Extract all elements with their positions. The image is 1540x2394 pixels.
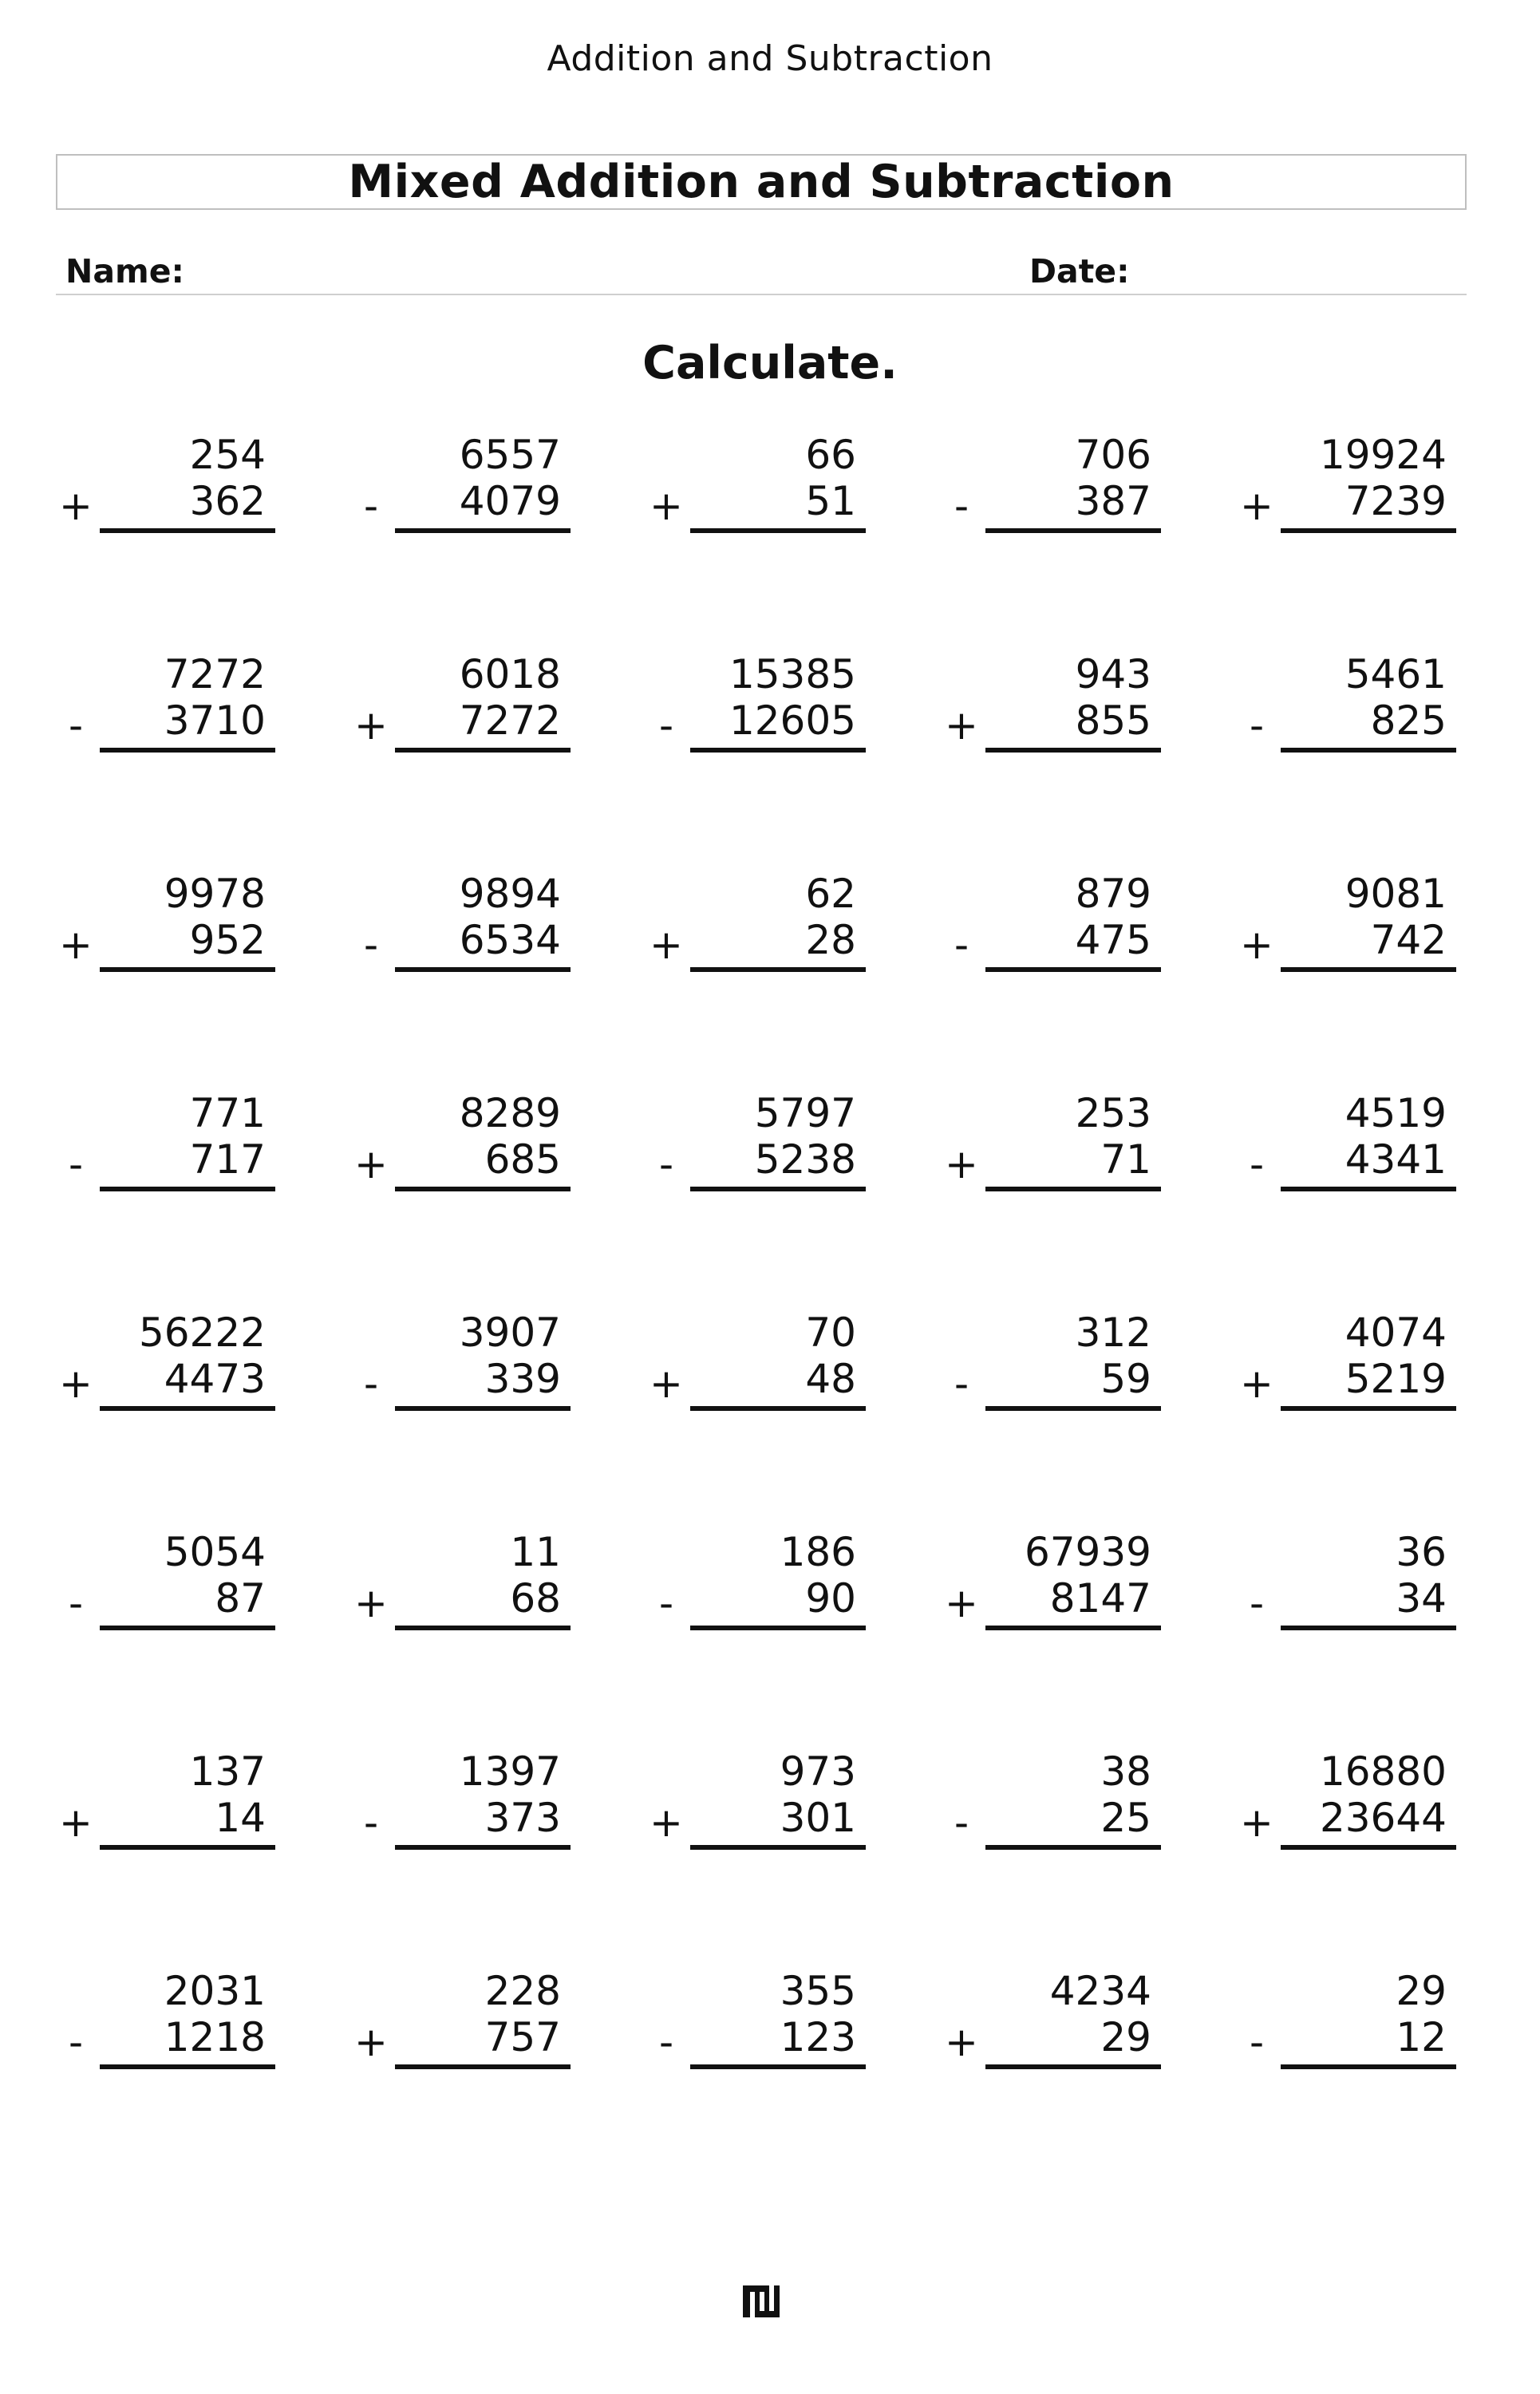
- problem-item: [646, 431, 910, 551]
- problem-top-number: 36: [1396, 1529, 1447, 1575]
- problem-operator: -: [1249, 702, 1265, 749]
- problem-operator: +: [1240, 1799, 1273, 1846]
- problem-bottom-number: 855: [985, 697, 1161, 753]
- problem-item: [351, 431, 614, 551]
- problem-operator: +: [354, 702, 388, 749]
- problem-operator: -: [1249, 2019, 1265, 2065]
- problem-item: [646, 1528, 910, 1648]
- problem-item: [1237, 1309, 1500, 1428]
- problem-top-number: 5054: [164, 1529, 266, 1575]
- problem-item: [56, 870, 319, 990]
- problem-operator: -: [658, 702, 674, 749]
- problem-operator: -: [68, 1141, 84, 1187]
- page-header-title: Addition and Subtraction: [547, 38, 993, 79]
- problem-operator: -: [363, 922, 379, 968]
- problem-item: [351, 1309, 614, 1428]
- problem-top-number: 706: [1075, 432, 1151, 478]
- problem-item: [56, 1528, 319, 1648]
- problem-top-number: 943: [1075, 651, 1151, 697]
- problem-item: [1237, 1967, 1500, 2087]
- problem-top-number: 19924: [1319, 432, 1447, 478]
- problem-operator: +: [354, 1580, 388, 1626]
- problem-item: [56, 650, 319, 770]
- name-label: Name:: [65, 252, 184, 290]
- problem-bottom-number: 4473: [100, 1355, 275, 1411]
- problem-top-number: 7272: [164, 651, 266, 697]
- problem-top-number: 38: [1100, 1748, 1151, 1795]
- problem-item: [56, 1967, 319, 2087]
- problem-bottom-number: 757: [395, 2013, 571, 2069]
- problem-top-number: 4519: [1345, 1090, 1447, 1136]
- worksheet-title: Mixed Addition and Subtraction: [348, 156, 1175, 208]
- problem-operator: +: [1240, 922, 1273, 968]
- problem-bottom-number: 87: [100, 1574, 275, 1630]
- problem-bottom-number: 475: [985, 916, 1161, 972]
- problem-operator: +: [945, 1580, 978, 1626]
- problem-top-number: 254: [189, 432, 266, 478]
- problem-operator: +: [650, 483, 683, 529]
- problem-top-number: 66: [805, 432, 856, 478]
- problem-top-number: 879: [1075, 871, 1151, 917]
- problem-top-number: 186: [780, 1529, 856, 1575]
- problem-top-number: 29: [1396, 1968, 1447, 2014]
- problem-top-number: 312: [1075, 1310, 1151, 1356]
- problem-operator: -: [658, 1141, 674, 1187]
- problem-item: [1237, 1089, 1500, 1209]
- problem-top-number: 973: [780, 1748, 856, 1795]
- problem-bottom-number: 7272: [395, 697, 571, 753]
- problem-bottom-number: 25: [985, 1794, 1161, 1850]
- problem-top-number: 4234: [1049, 1968, 1151, 2014]
- problem-top-number: 6018: [459, 651, 561, 697]
- problem-item: [351, 1967, 614, 2087]
- problem-bottom-number: 685: [395, 1136, 571, 1191]
- problem-operator: +: [59, 483, 93, 529]
- problem-top-number: 62: [805, 871, 856, 917]
- problem-operator: -: [68, 702, 84, 749]
- problem-operator: +: [945, 702, 978, 749]
- problem-bottom-number: 6534: [395, 916, 571, 972]
- problem-operator: -: [68, 1580, 84, 1626]
- problem-top-number: 5461: [1345, 651, 1447, 697]
- problem-item: [1237, 870, 1500, 990]
- problem-item: [942, 1089, 1205, 1209]
- problem-item: [942, 1528, 1205, 1648]
- problem-bottom-number: 373: [395, 1794, 571, 1850]
- problem-top-number: 5797: [754, 1090, 856, 1136]
- problem-operator: -: [363, 1361, 379, 1407]
- problem-item: [646, 1309, 910, 1428]
- problem-bottom-number: 742: [1281, 916, 1456, 972]
- problem-top-number: 16880: [1319, 1748, 1447, 1795]
- problem-item: [56, 1309, 319, 1428]
- instruction-text: Calculate.: [642, 337, 898, 389]
- problem-bottom-number: 717: [100, 1136, 275, 1191]
- problem-bottom-number: 4079: [395, 477, 571, 533]
- problem-bottom-number: 23644: [1281, 1794, 1456, 1850]
- problem-operator: +: [1240, 1361, 1273, 1407]
- problem-operator: +: [1240, 483, 1273, 529]
- problem-bottom-number: 3710: [100, 697, 275, 753]
- problem-item: [646, 1748, 910, 1867]
- problem-operator: -: [363, 1799, 379, 1846]
- problem-item: [351, 1528, 614, 1648]
- problem-bottom-number: 8147: [985, 1574, 1161, 1630]
- problem-item: [351, 1089, 614, 1209]
- problem-bottom-number: 362: [100, 477, 275, 533]
- problem-operator: +: [650, 1799, 683, 1846]
- problem-item: [351, 650, 614, 770]
- problem-operator: +: [945, 2019, 978, 2065]
- problem-item: [646, 1967, 910, 2087]
- problem-operator: +: [59, 922, 93, 968]
- problem-bottom-number: 825: [1281, 697, 1456, 753]
- problem-top-number: 2031: [164, 1968, 266, 2014]
- problem-bottom-number: 952: [100, 916, 275, 972]
- problem-top-number: 9978: [164, 871, 266, 917]
- problem-bottom-number: 339: [395, 1355, 571, 1411]
- problem-operator: +: [59, 1361, 93, 1407]
- problem-bottom-number: 12605: [690, 697, 866, 753]
- problem-item: [942, 1748, 1205, 1867]
- problem-bottom-number: 1218: [100, 2013, 275, 2069]
- problem-bottom-number: 301: [690, 1794, 866, 1850]
- problem-top-number: 253: [1075, 1090, 1151, 1136]
- problem-item: [351, 870, 614, 990]
- problem-item: [56, 1748, 319, 1867]
- problem-bottom-number: 51: [690, 477, 866, 533]
- problem-operator: -: [658, 1580, 674, 1626]
- problem-bottom-number: 28: [690, 916, 866, 972]
- problem-item: [1237, 650, 1500, 770]
- date-label: Date:: [1029, 252, 1130, 290]
- problem-bottom-number: 12: [1281, 2013, 1456, 2069]
- problem-operator: +: [59, 1799, 93, 1846]
- problem-item: [56, 431, 319, 551]
- problem-bottom-number: 123: [690, 2013, 866, 2069]
- problem-top-number: 9894: [459, 871, 561, 917]
- problem-operator: +: [354, 2019, 388, 2065]
- problem-top-number: 6557: [459, 432, 561, 478]
- problem-operator: -: [954, 1799, 969, 1846]
- problem-item: [646, 650, 910, 770]
- problem-top-number: 4074: [1345, 1310, 1447, 1356]
- problem-operator: -: [954, 922, 969, 968]
- problem-operator: +: [945, 1141, 978, 1187]
- worksheet-logo-icon: [741, 2284, 781, 2319]
- problem-bottom-number: 90: [690, 1574, 866, 1630]
- problem-item: [942, 1967, 1205, 2087]
- problem-bottom-number: 4341: [1281, 1136, 1456, 1191]
- problem-top-number: 3907: [459, 1310, 561, 1356]
- problem-top-number: 11: [510, 1529, 561, 1575]
- problem-operator: -: [1249, 1580, 1265, 1626]
- problem-operator: -: [954, 1361, 969, 1407]
- problem-top-number: 9081: [1345, 871, 1447, 917]
- problem-item: [942, 431, 1205, 551]
- problem-bottom-number: 7239: [1281, 477, 1456, 533]
- problem-top-number: 137: [189, 1748, 266, 1795]
- problem-item: [942, 870, 1205, 990]
- problem-item: [1237, 431, 1500, 551]
- problem-top-number: 8289: [459, 1090, 561, 1136]
- problem-item: [1237, 1748, 1500, 1867]
- problem-operator: -: [658, 2019, 674, 2065]
- problem-top-number: 15385: [729, 651, 856, 697]
- problem-bottom-number: 48: [690, 1355, 866, 1411]
- problem-item: [646, 1089, 910, 1209]
- problem-top-number: 56222: [138, 1310, 266, 1356]
- problem-bottom-number: 59: [985, 1355, 1161, 1411]
- problem-operator: -: [363, 483, 379, 529]
- problem-item: [1237, 1528, 1500, 1648]
- problem-item: [646, 870, 910, 990]
- problem-operator: -: [68, 2019, 84, 2065]
- problem-operator: +: [650, 1361, 683, 1407]
- problem-bottom-number: 71: [985, 1136, 1161, 1191]
- problem-bottom-number: 34: [1281, 1574, 1456, 1630]
- problem-top-number: 771: [189, 1090, 266, 1136]
- problem-item: [56, 1089, 319, 1209]
- problem-item: [942, 650, 1205, 770]
- problem-top-number: 67939: [1024, 1529, 1151, 1575]
- problem-top-number: 1397: [459, 1748, 561, 1795]
- problem-top-number: 70: [805, 1310, 856, 1356]
- problem-operator: +: [650, 922, 683, 968]
- problem-item: [351, 1748, 614, 1867]
- problem-bottom-number: 29: [985, 2013, 1161, 2069]
- problem-operator: -: [1249, 1141, 1265, 1187]
- problem-operator: +: [354, 1141, 388, 1187]
- problem-top-number: 228: [484, 1968, 561, 2014]
- problem-bottom-number: 14: [100, 1794, 275, 1850]
- problem-item: [942, 1309, 1205, 1428]
- problem-bottom-number: 5219: [1281, 1355, 1456, 1411]
- problem-bottom-number: 68: [395, 1574, 571, 1630]
- problem-bottom-number: 5238: [690, 1136, 866, 1191]
- problem-bottom-number: 387: [985, 477, 1161, 533]
- problem-top-number: 355: [780, 1968, 856, 2014]
- problem-operator: -: [954, 483, 969, 529]
